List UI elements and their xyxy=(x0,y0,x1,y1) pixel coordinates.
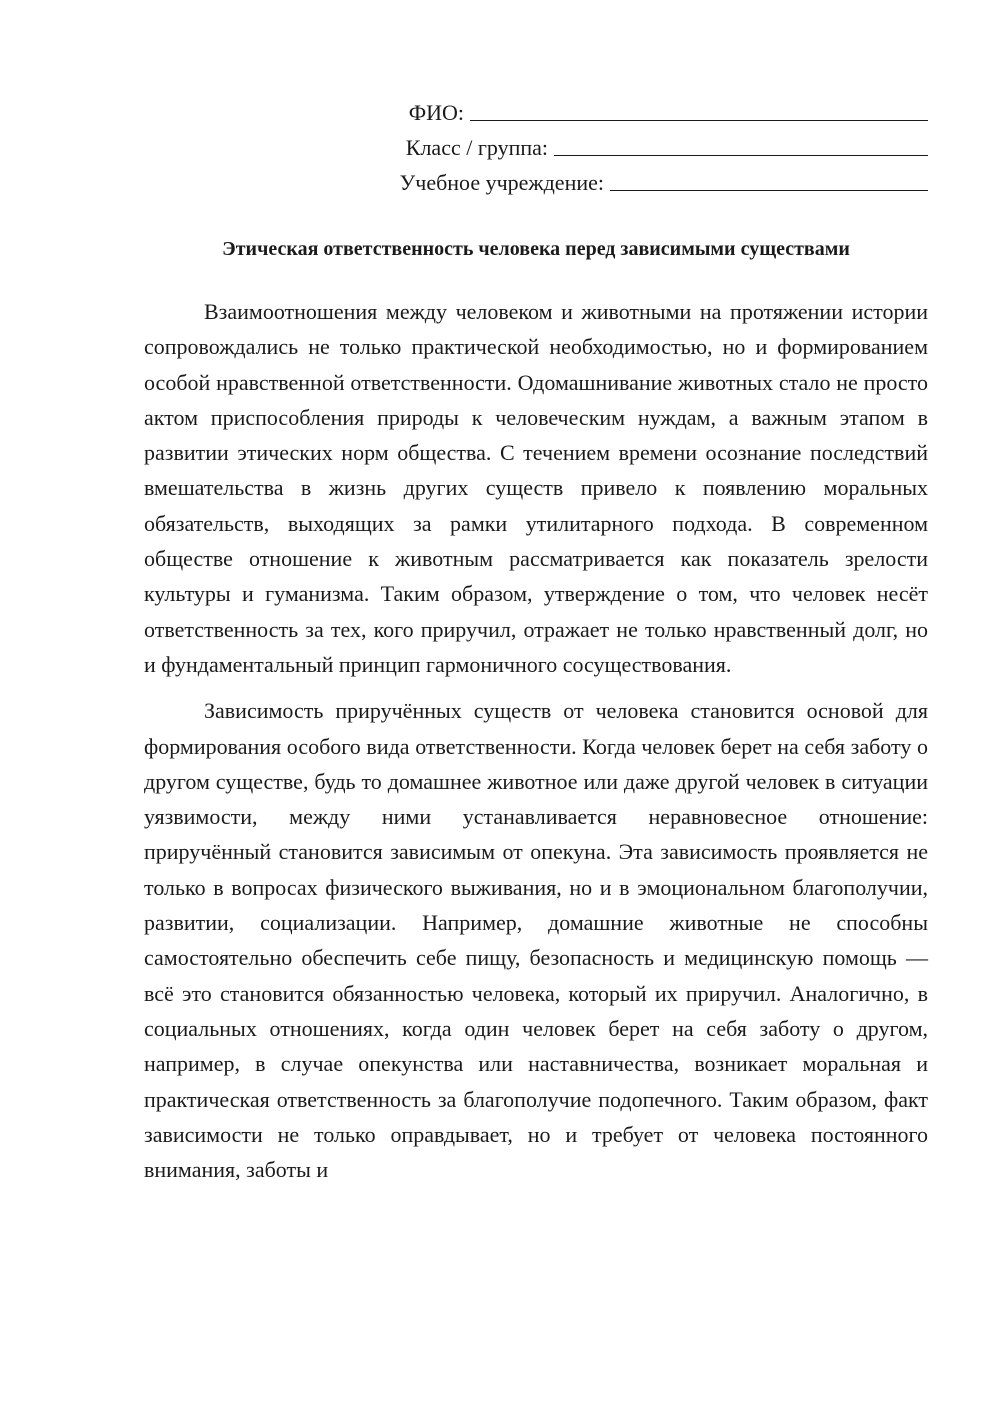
fio-label: ФИО: xyxy=(408,100,464,125)
institution-field-row xyxy=(368,162,928,197)
fio-blank-line[interactable] xyxy=(470,96,928,121)
class-blank-line[interactable] xyxy=(554,131,928,156)
class-field-row xyxy=(368,127,928,162)
body-paragraph: Зависимость приручённых существ от человека становится основой для формирования особого вида ответственности. Когда человек берет на себя заботу о другом существе, будь то домашнее животное или даже другой человек в ситуации уязвимости, между ними устанавливается неравновесное отношение: приручённый становится зависимым от опекуна. Эта зависимость проявляется не только в вопросах физического выживания, но и в эмоциональном благополучии, развитии, социализации. Например, домашние животные не способны самостоятельно обеспечить себе пищу, безопасность и медицинскую помощь — всё это становится обязанностью человека, который их приручил. Аналогично, в социальных отношениях, когда один человек берет на себя заботу о другом, например, в случае опекунства или наставничества, возникает моральная и практическая ответственность за благополучие подопечного. Таким образом, факт зависимости не только оправдывает, но и требует от человека постоянного внимания, заботы и xyxy=(144,698,928,1183)
document-body xyxy=(144,294,928,1187)
institution-label: Учебное учреждение: xyxy=(399,170,604,195)
institution-blank-line[interactable] xyxy=(610,166,928,191)
document-title: Этическая ответственность человека перед зависимыми существами xyxy=(222,238,850,260)
fio-field-row xyxy=(368,92,928,127)
body-paragraph: Взаимоотношения между человеком и животными на протяжении истории сопровождались не только практической необходимостью, но и формированием особой нравственной ответственности. Одомашнивание животных стало не просто актом приспособления природы к человеческим нуждам, а важным этапом в развитии этических норм общества. С течением времени осознание последствий вмешательства в жизнь других существ привело к появлению моральных обязательств, выходящих за рамки утилитарного подхода. В современном обществе отношение к животным рассматривается как показатель зрелости культуры и гуманизма. Таким образом, утверждение о том, что человек несёт ответственность за тех, кого приручил, отражает не только нравственный долг, но и фундаментальный принцип гармоничного сосуществования. xyxy=(144,299,928,677)
student-info-block xyxy=(368,92,928,197)
class-label: Класс / группа: xyxy=(405,135,548,160)
